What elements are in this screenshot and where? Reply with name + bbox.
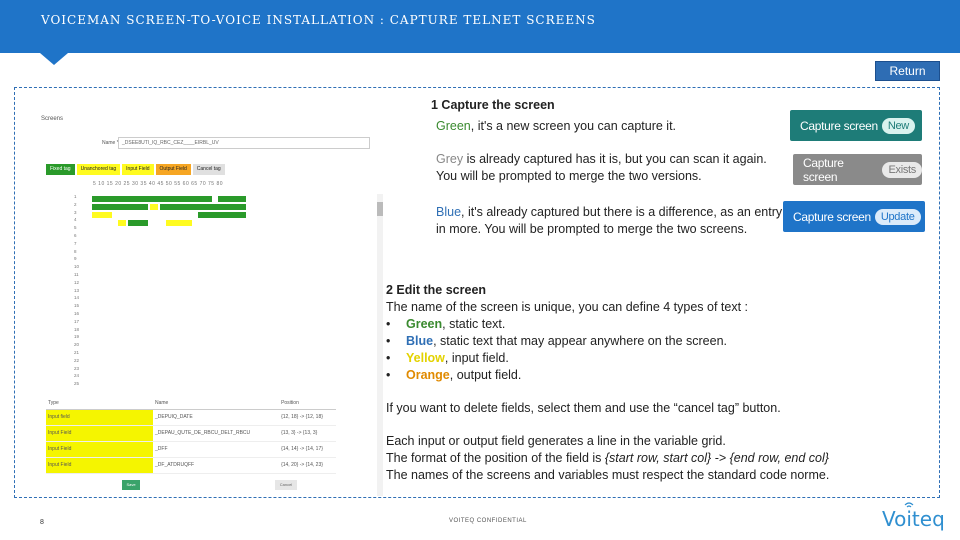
type-list xyxy=(386,316,806,384)
screen-cell[interactable] xyxy=(198,212,246,218)
capture-screen-new-button[interactable] xyxy=(790,110,922,141)
confidential-label: VOITEQ CONFIDENTIAL xyxy=(449,518,527,524)
screen-cell[interactable] xyxy=(114,212,170,218)
screen-cell[interactable] xyxy=(92,204,148,210)
section1-blue-text xyxy=(436,204,788,238)
update-badge: Update xyxy=(875,209,921,225)
cell-type: Input Field xyxy=(46,457,153,473)
screen-cell[interactable] xyxy=(118,220,126,226)
cancel-button[interactable]: Cancel xyxy=(275,480,297,490)
row-number: 23 xyxy=(74,365,80,371)
col-header-position: Position xyxy=(279,397,336,409)
row-number: 7 xyxy=(74,240,77,246)
row-number: 16 xyxy=(74,310,80,316)
screen-cell[interactable] xyxy=(150,204,158,210)
page-number: 8 xyxy=(40,519,44,526)
screen-cell[interactable] xyxy=(166,220,192,226)
section1-green-text xyxy=(436,118,776,135)
capture-label: Capture screen xyxy=(800,118,878,133)
col-header-type: Type xyxy=(46,397,153,409)
row-number: 1 xyxy=(74,194,77,199)
header-notch xyxy=(40,53,68,65)
cell-position: {14, 20} -> {14, 23} xyxy=(279,457,336,473)
blue-word: Blue xyxy=(436,205,462,219)
cell-type: Input Field xyxy=(46,441,153,457)
row-number: 8 xyxy=(74,248,77,254)
cell-position: {13, 3} -> {13, 3} xyxy=(279,425,336,441)
row-number: 4 xyxy=(74,217,77,223)
name-label: Name * xyxy=(102,140,119,146)
tag-unanchored-button[interactable]: Unanchored tag xyxy=(77,164,121,175)
green-desc: , it's a new screen you can capture it. xyxy=(470,119,677,133)
screens-label: Screens xyxy=(41,116,64,122)
cell-type: Input field xyxy=(46,409,153,425)
row-number: 18 xyxy=(74,326,80,332)
row-number: 20 xyxy=(74,342,80,348)
row-number: 13 xyxy=(74,287,80,293)
section1-grey-text xyxy=(436,151,781,185)
screen-cell[interactable] xyxy=(92,196,212,202)
voiteq-logo xyxy=(882,503,944,533)
col-header-name: Name xyxy=(153,397,279,409)
cell-name[interactable]: _DF_ATDRUQFF xyxy=(153,457,279,473)
screen-cell[interactable] xyxy=(92,212,112,218)
logo-text: Voiteq xyxy=(882,507,945,531)
row-number: 11 xyxy=(74,271,79,277)
row-number: 25 xyxy=(74,381,80,387)
table-row[interactable] xyxy=(46,409,336,425)
row-number: 19 xyxy=(74,334,80,340)
list-item: • Orange, output field. xyxy=(386,368,522,382)
row-number: 5 xyxy=(74,225,77,231)
grid-note-line: The format of the position of the field is {start row, start col} -> {end row, end col} xyxy=(386,451,829,465)
delete-instructions: If you want to delete fields, select them and use the “cancel tag” button. xyxy=(386,401,781,415)
row-number: 2 xyxy=(74,201,77,207)
column-numbers: 5 10 15 20 25 30 35 40 45 50 55 60 65 70 75 80 xyxy=(93,181,224,187)
row-number: 21 xyxy=(74,349,80,355)
header-band xyxy=(0,0,960,53)
cell-name[interactable]: _DEPUIQ_DATE xyxy=(153,409,279,425)
capture-label: Capture screen xyxy=(803,155,844,184)
capture-label: Capture screen xyxy=(793,209,871,224)
row-number: 17 xyxy=(74,318,80,324)
grid-note-line: The names of the screens and variables must respect the standard code norme. xyxy=(386,468,830,482)
variable-grid-notes xyxy=(386,433,926,484)
list-item: • Yellow, input field. xyxy=(386,351,509,365)
list-item: • Green, static text. xyxy=(386,317,506,331)
row-numbers xyxy=(74,194,84,389)
capture-screen-update-button[interactable] xyxy=(783,201,925,232)
cell-position: {12, 18} -> {12, 18} xyxy=(279,409,336,425)
screen-editor-screenshot xyxy=(38,110,383,500)
row-number: 15 xyxy=(74,303,80,309)
table-row[interactable] xyxy=(46,425,336,441)
table-row[interactable] xyxy=(46,457,336,473)
tag-input-field-button[interactable]: Input Field xyxy=(122,164,153,175)
row-number: 14 xyxy=(74,295,80,301)
cell-name[interactable]: _DFF xyxy=(153,441,279,457)
return-button[interactable]: Return xyxy=(875,61,940,81)
new-badge: New xyxy=(882,118,915,134)
section2-intro: The name of the screen is unique, you can define 4 types of text : xyxy=(386,300,749,314)
grey-word: Grey xyxy=(436,152,464,166)
section1-heading: 1 Capture the screen xyxy=(431,98,555,112)
screen-cell[interactable] xyxy=(218,196,246,202)
row-number: 9 xyxy=(74,256,77,262)
grid-note-line: Each input or output field generates a line in the variable grid. xyxy=(386,434,726,448)
green-word: Green xyxy=(436,119,471,133)
name-input[interactable]: _DSEE8UTI_IQ_RBC_CEZ____EIRBL_UV xyxy=(118,137,370,149)
row-number: 24 xyxy=(74,373,80,379)
tag-toolbar xyxy=(46,164,225,175)
cell-position: {14, 14} -> {14, 17} xyxy=(279,441,336,457)
tag-fixed-button[interactable]: Fixed tag xyxy=(46,164,75,175)
row-number: 12 xyxy=(74,279,80,285)
capture-screen-exists-button[interactable] xyxy=(793,154,922,185)
variable-grid xyxy=(46,397,336,474)
page-title: VOICEMAN SCREEN-TO-VOICE INSTALLATION : CAPTURE TELNET SCREENS xyxy=(41,13,596,27)
grid-scrollbar[interactable] xyxy=(377,194,383,496)
section2-heading: 2 Edit the screen xyxy=(386,283,487,297)
row-number: 10 xyxy=(74,264,80,270)
exists-badge: Exists xyxy=(882,162,922,178)
cell-name[interactable]: _DEPAU_QUTE_DE_RBCU_DELT_RBCU xyxy=(153,425,279,441)
cell-type: Input Field xyxy=(46,425,153,441)
list-item: • Blue, static text that may appear anywhere on the screen. xyxy=(386,334,728,348)
grey-desc: is already captured has it is, but you can scan it again. You will be prompted to merge the two versions. xyxy=(436,152,767,183)
scrollbar-thumb[interactable] xyxy=(377,202,383,216)
row-number: 22 xyxy=(74,357,80,363)
row-number: 3 xyxy=(74,209,77,215)
tag-output-field-button[interactable]: Output Field xyxy=(156,164,191,175)
row-number: 6 xyxy=(74,232,77,238)
table-row[interactable] xyxy=(46,441,336,457)
blue-desc: , it's already captured but there is a difference, as an entry in more. You will be prompted to merge the two screens. xyxy=(436,205,783,236)
tag-cancel-button[interactable]: Cancel tag xyxy=(193,164,225,175)
save-button[interactable]: Save xyxy=(122,480,140,490)
screen-cell[interactable] xyxy=(160,204,246,210)
screen-cell[interactable] xyxy=(128,220,148,226)
